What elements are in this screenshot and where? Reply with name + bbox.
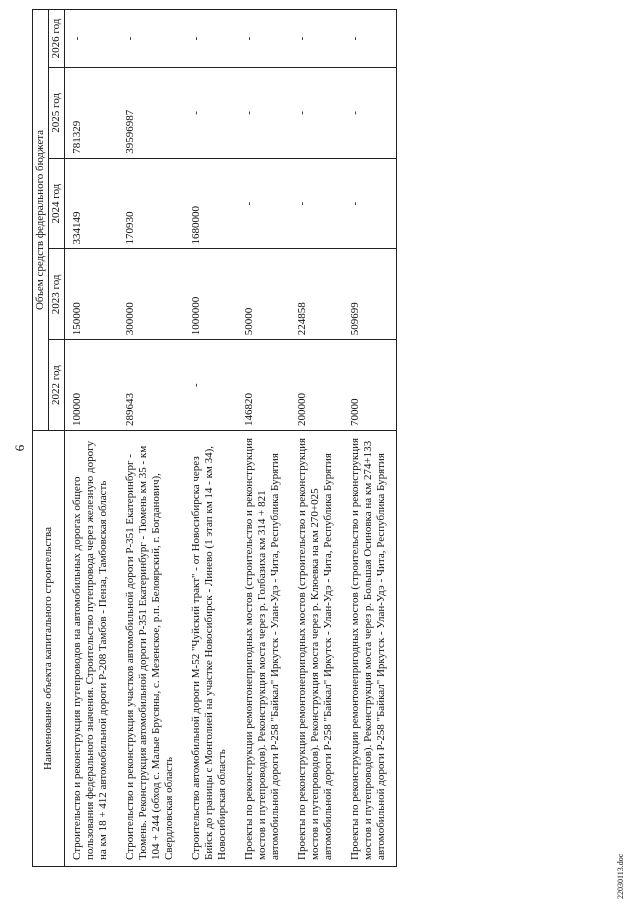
budget-value: - bbox=[237, 158, 290, 249]
budget-value: 146820 bbox=[237, 340, 290, 431]
budget-value: - bbox=[118, 10, 184, 68]
budget-value: 1000000 bbox=[184, 249, 237, 340]
table-row bbox=[184, 10, 237, 867]
budget-value: 781329 bbox=[65, 68, 119, 159]
header-year: 2022 год bbox=[49, 340, 65, 431]
budget-value: - bbox=[290, 10, 343, 68]
budget-value: - bbox=[237, 10, 290, 68]
budget-value: - bbox=[237, 68, 290, 159]
budget-value: - bbox=[184, 340, 237, 431]
table-row bbox=[290, 10, 343, 867]
table-body bbox=[65, 10, 397, 867]
header-year: 2023 год bbox=[49, 249, 65, 340]
table-row bbox=[343, 10, 397, 867]
budget-value: 224858 bbox=[290, 249, 343, 340]
project-name: Строительство автомобильной дороги М-52 "Чуйский тракт" - от Новосибирска через Бийск до границы с Монголией на участке Новосибирск - Линево (1 этап км 14 - км 34), Новосибирская область bbox=[184, 430, 237, 866]
budget-value: 50000 bbox=[237, 249, 290, 340]
budget-value: 150000 bbox=[65, 249, 119, 340]
project-name: Проекты по реконструкции ремонтонепригодных мостов (строительство и реконструкция мостов и путепроводов). Реконструкция моста через р. Большая Осиновка на км 274+133 автомобильной дороги Р-258 "Байкал" Иркутск - Улан-Удэ - Чита, Республика Бурятия bbox=[343, 430, 397, 866]
project-name: Проекты по реконструкции ремонтонепригодных мостов (строительство и реконструкция мостов и путепроводов). Реконструкция моста через р. Голбазиха км 314 + 821 автомобильной дороги Р-258 "Байкал" Иркутск - Улан-Удэ - Чита, Республика Бурятия bbox=[237, 430, 290, 866]
table-row bbox=[237, 10, 290, 867]
rotated-content bbox=[2, 3, 638, 903]
budget-value: 1680000 bbox=[184, 158, 237, 249]
budget-value: 70000 bbox=[343, 340, 397, 431]
footer-code: 22030113.doc bbox=[616, 853, 625, 899]
budget-value: - bbox=[343, 68, 397, 159]
project-name: Строительство и реконструкция участков автомобильной дороги Р-351 Екатеринбург - Тюмень. Реконструкция автомобильной дороги Р-351 Екатеринбург - Тюмень км 35 - км 104 + 244 (обход с. Малые Брусяны, с. Мезенское, р.п. Белоярский, г. Богданович), Свердловская область bbox=[118, 430, 184, 866]
header-year: 2025 год bbox=[49, 68, 65, 159]
page-number: 6 bbox=[12, 444, 27, 452]
budget-value: 200000 bbox=[290, 340, 343, 431]
budget-value: 289643 bbox=[118, 340, 184, 431]
budget-table bbox=[32, 9, 397, 867]
header-year: 2026 год bbox=[49, 10, 65, 68]
budget-value: - bbox=[184, 10, 237, 68]
project-name: Строительство и реконструкция путепроводов на автомобильных дорогах общего пользования федерального значения. Строительство путепровода через железную дорогу на км 18 + 412 автомобильной дороги Р-208 Тамбов - Пенза, Тамбовская область bbox=[65, 430, 119, 866]
header-row-top bbox=[33, 10, 49, 867]
budget-value: - bbox=[290, 158, 343, 249]
header-year: 2024 год bbox=[49, 158, 65, 249]
budget-value: - bbox=[290, 68, 343, 159]
budget-value: - bbox=[343, 158, 397, 249]
header-budget-group: Объем средств федерального бюджета bbox=[33, 10, 49, 431]
budget-value: - bbox=[184, 68, 237, 159]
budget-value: - bbox=[65, 10, 119, 68]
table-row bbox=[65, 10, 119, 867]
table-row bbox=[118, 10, 184, 867]
budget-value: 100000 bbox=[65, 340, 119, 431]
budget-value: 334149 bbox=[65, 158, 119, 249]
budget-value: 300000 bbox=[118, 249, 184, 340]
budget-value: - bbox=[343, 10, 397, 68]
header-name-col: Наименование объекта капитального строительства bbox=[33, 430, 65, 866]
budget-value: 170930 bbox=[118, 158, 184, 249]
project-name: Проекты по реконструкции ремонтонепригодных мостов (строительство и реконструкция мостов и путепроводов). Реконструкция моста через р. Клюевка на км 270+025 автомобильной дороги Р-258 "Байкал" Иркутск - Улан-Удэ - Чита, Республика Бурятия bbox=[290, 430, 343, 866]
budget-value: 39596987 bbox=[118, 68, 184, 159]
budget-value: 509699 bbox=[343, 249, 397, 340]
